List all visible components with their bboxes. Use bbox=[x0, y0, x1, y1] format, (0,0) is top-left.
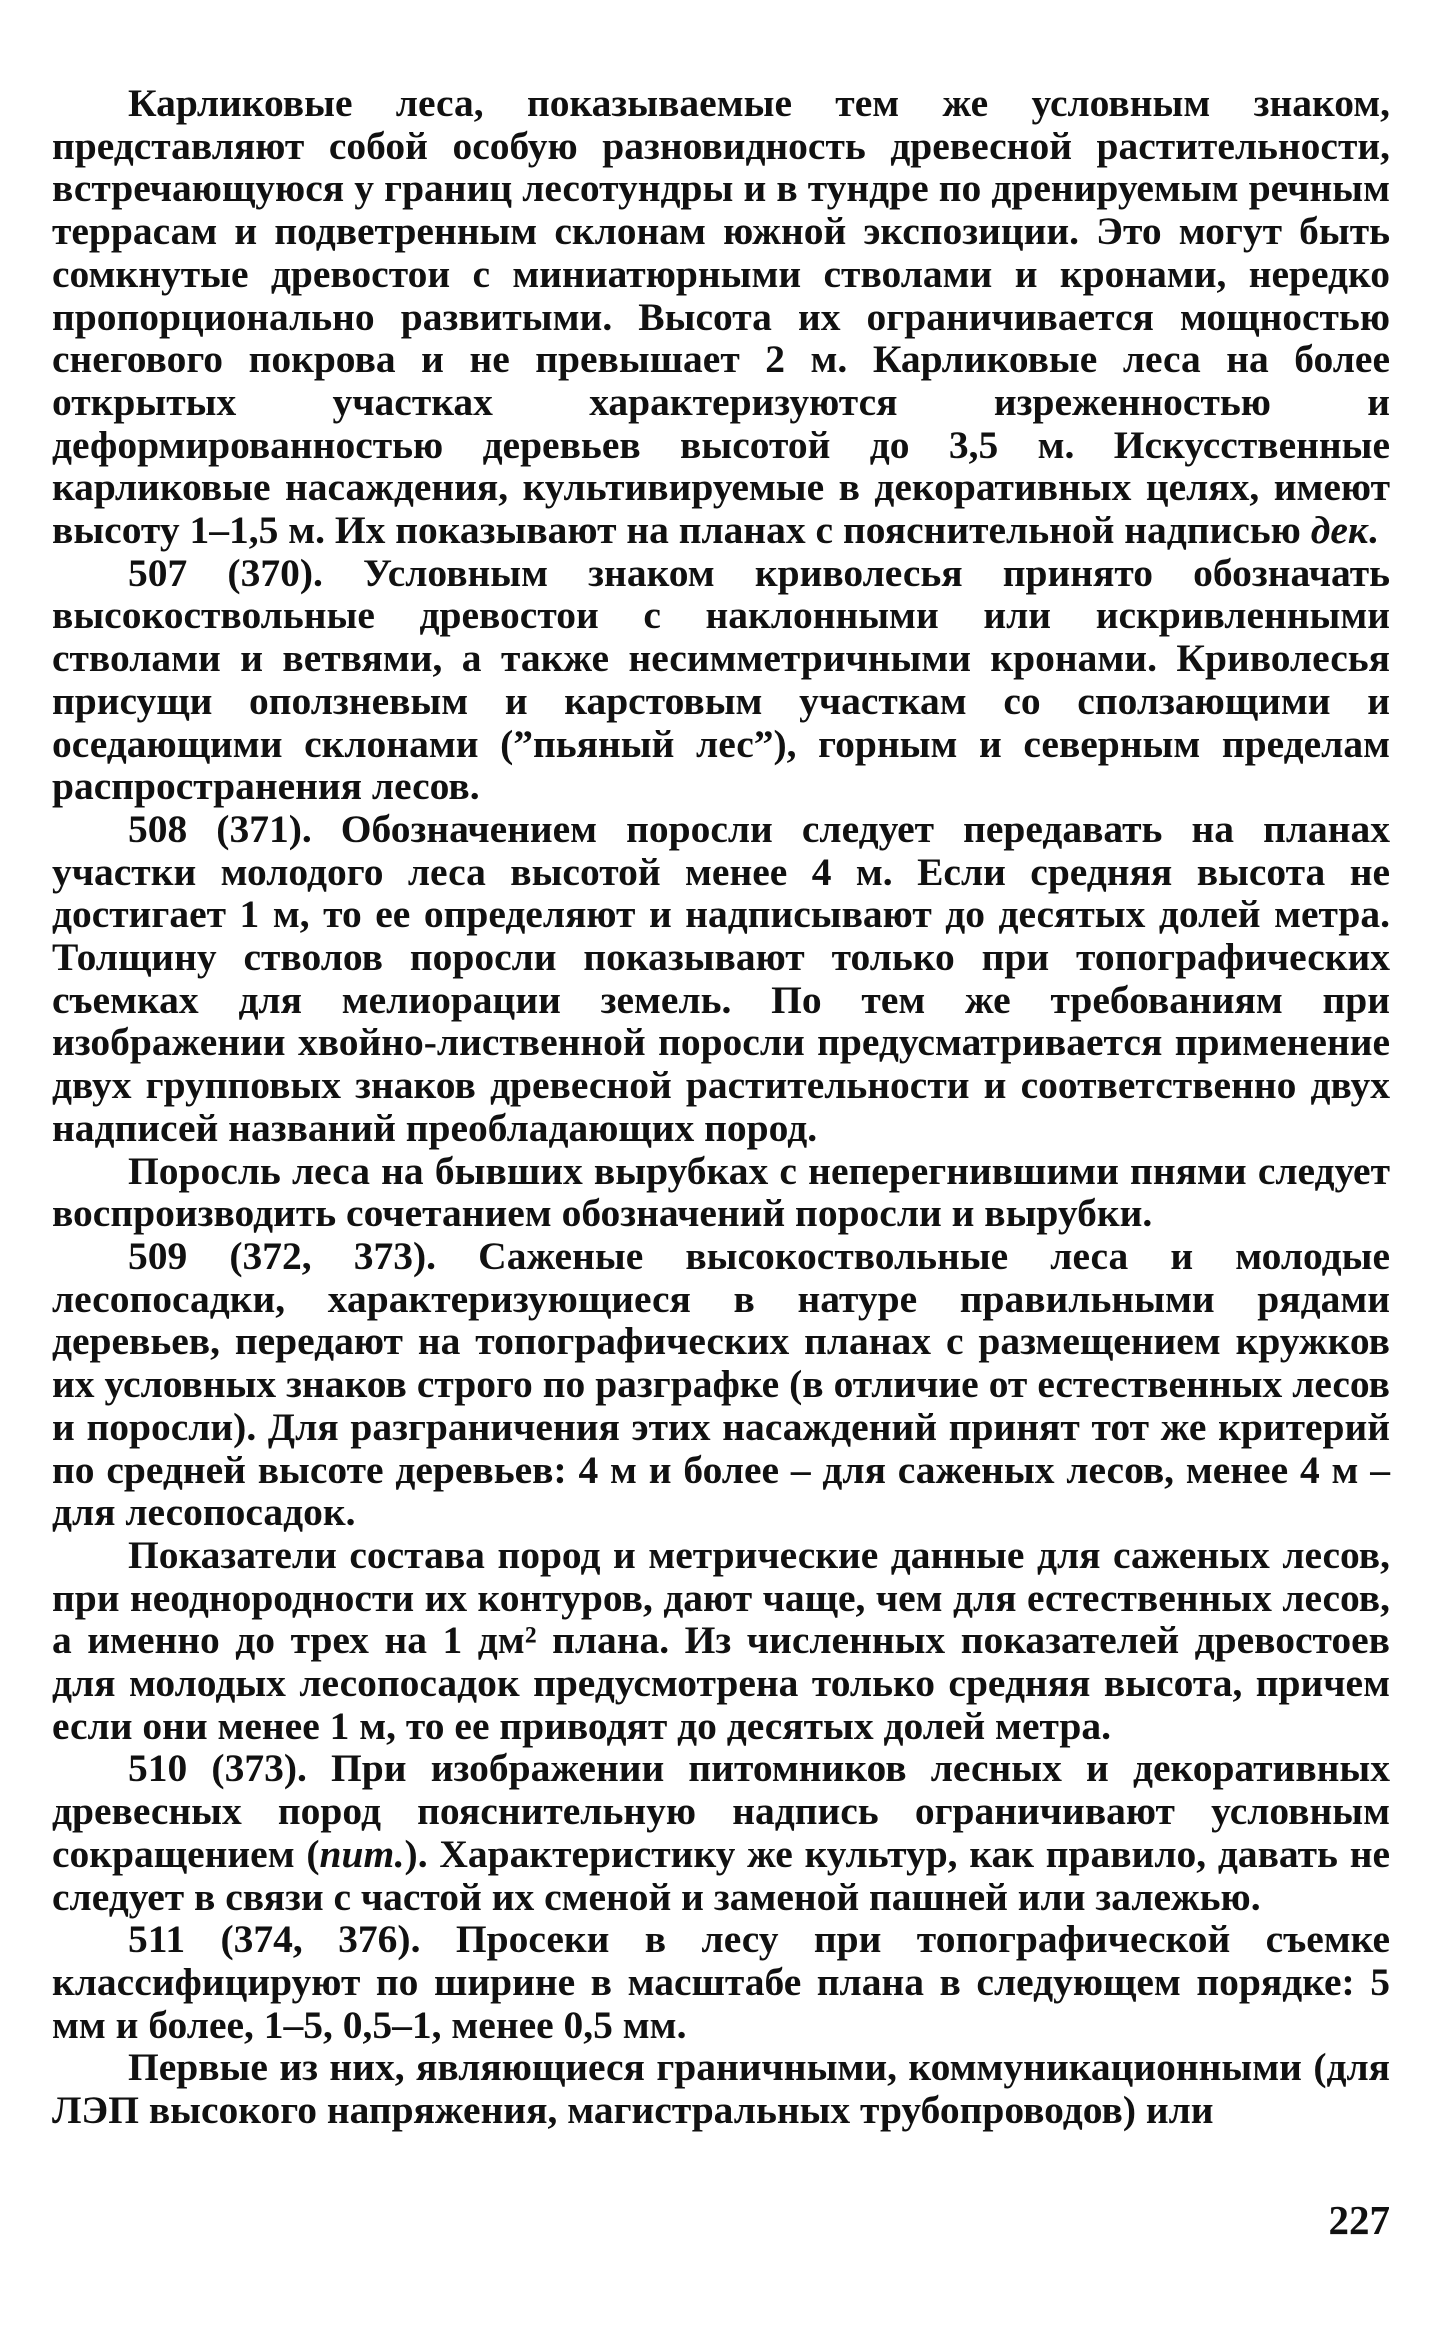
paragraph-planted-forest-indicators: Показатели состава пород и метрические данные для саженых лесов, при неоднородности их контуров, дают чаще, чем для естественных лесов, а именно до трех на 1 дм² плана. Из численных показателей древостоев для молодых лесопосадок предусмотрена только средняя высота, причем если они менее 1 м, то ее приводят до десятых долей метра. bbox=[52, 1532, 1390, 1748]
paragraph-511: 511 (374, 376). Просеки в лесу при топографической съемке классифицируют по ширине в масштабе плана в следующем порядке: 5 мм и более, 1–5, 0,5–1, менее 0,5 мм. bbox=[52, 1917, 1390, 2047]
paragraph-clearings-first: Первые из них, являющиеся граничными, коммуникационными (для ЛЭП высокого напряжения, магистральных трубопроводов) или bbox=[52, 2045, 1390, 2133]
page-body bbox=[52, 82, 1390, 2132]
paragraph-509: 509 (372, 373). Саженые высокоствольные леса и молодые лесопосадки, характеризующиеся в натуре правильными рядами деревьев, передают на топографических планах с размещением кружков их условных знаков строго по разграфке (в отличие от естественных лесов и поросли). Для разграничения этих насаждений принят тот же критерий по средней высоте деревьев: 4 м и более – для саженых лесов, менее 4 м – для лесопосадок. bbox=[52, 1233, 1390, 1535]
section-number-507: 507 (370). bbox=[128, 550, 323, 595]
section-number-508: 508 (371). bbox=[128, 806, 312, 851]
paragraph-507: 507 (370). Условным знаком криволесья принято обозначать высокоствольные древостои с наклонными или искривленными стволами и ветвями, а также несимметричными кронами. Криволесья присущи оползневым и карстовым участкам со сползающими и оседающими склонами (”пьяный лес”), горным и северным пределам распространения лесов. bbox=[52, 550, 1390, 809]
section-number-509: 509 (372, 373). bbox=[128, 1233, 437, 1278]
section-number-511: 511 (374, 376). bbox=[128, 1917, 421, 1962]
abbr-pit: пит. bbox=[319, 1831, 405, 1876]
paragraph-dwarf-forests: Карликовые леса, показываемые тем же условным знаком, представляют собой особую разновидность древесной растительности, встречающуюся у границ лесотундры и в тундре по дренируемым речным террасам и подветренным склонам южной экспозиции. Это могут быть сомкнутые древостои с миниатюрными стволами и кронами, нередко пропорционально развитыми. Высота их ограничивается мощностью снегового покрова и не превышает 2 м. Карликовые леса на более открытых участках характеризуются изреженностью и деформированностью деревьев высотой до 3,5 м. Искусственные карликовые насаждения, культивируемые в декоративных целях, имеют высоту 1–1,5 м. Их показывают на планах с пояснительной надписью дек. bbox=[52, 81, 1390, 553]
page-number: 227 bbox=[1328, 2197, 1390, 2243]
paragraph-undergrowth-clearings: Поросль леса на бывших вырубках с неперегнившими пнями следует воспроизводить сочетанием обозначений поросли и вырубки. bbox=[52, 1148, 1390, 1236]
section-number-510: 510 (373). bbox=[128, 1746, 307, 1791]
paragraph-508: 508 (371). Обозначением поросли следует передавать на планах участки молодого леса высотой менее 4 м. Если средняя высота не достигает 1 м, то ее определяют и надписывают до десятых долей метра. Толщину стволов поросли показывают только при топографических съемках для мелиорации земель. По тем же требованиям при изображении хвойно-лиственной поросли предусматривается применение двух групповых знаков древесной растительности и соответственно двух надписей названий преобладающих пород. bbox=[52, 806, 1391, 1150]
abbr-dek: дек bbox=[1310, 508, 1368, 553]
paragraph-510: 510 (373). При изображении питомников лесных и декоративных древесных пород пояснительную надпись ограничивают условным сокращением (пит.). Характеристику же культур, как правило, давать не следует в связи с частой их сменой и заменой пашней или залежью. bbox=[52, 1746, 1390, 1919]
